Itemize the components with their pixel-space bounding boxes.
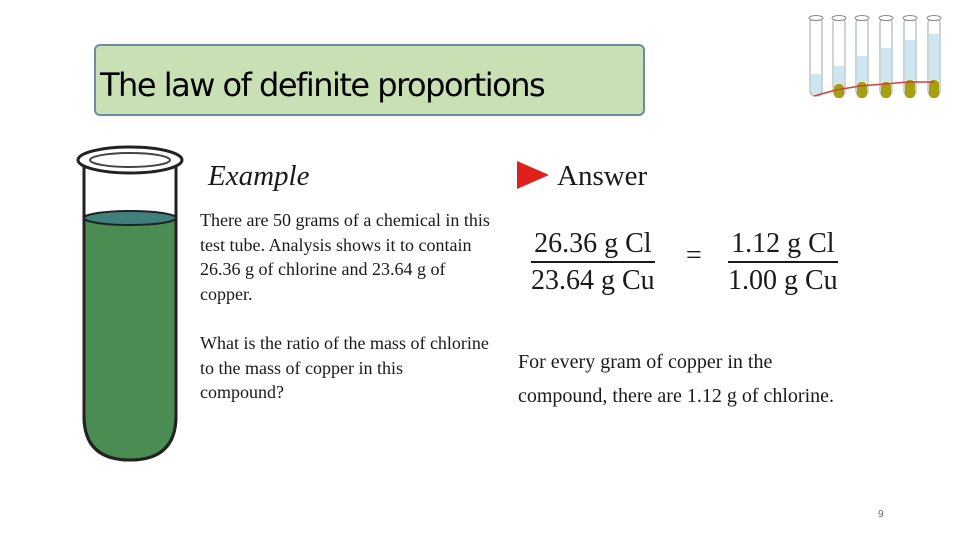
answer-statement-line-1: For every gram of copper in the [518,351,773,373]
fraction-2-denominator: 1.00 g Cu [728,265,838,296]
example-heading: Example [208,160,310,192]
fraction-1 [531,228,655,297]
slide-title: The law of definite proportions [100,66,545,104]
fraction-1-numerator: 26.36 g Cl [531,228,655,263]
example-paragraph-2: What is the ratio of the mass of chlorine to the mass of copper in this compound? [200,333,489,403]
test-tube-illustration [76,144,186,464]
play-arrow-icon [515,157,551,193]
page-number: 9 [878,509,884,520]
fraction-1-denominator: 23.64 g Cu [531,265,655,296]
example-paragraph-1: There are 50 grams of a chemical in this test tube. Analysis shows it to contain 26.36 g of chlorine and 23.64 g of copper. [200,210,490,304]
title-box [94,44,645,116]
answer-heading: Answer [557,160,648,192]
equals-sign: = [686,240,702,271]
test-tube-row-illustration [806,12,944,106]
answer-statement-line-2: compound, there are 1.12 g of chlorine. [518,385,835,407]
fraction-2 [728,228,838,297]
fraction-2-numerator: 1.12 g Cl [728,228,838,263]
